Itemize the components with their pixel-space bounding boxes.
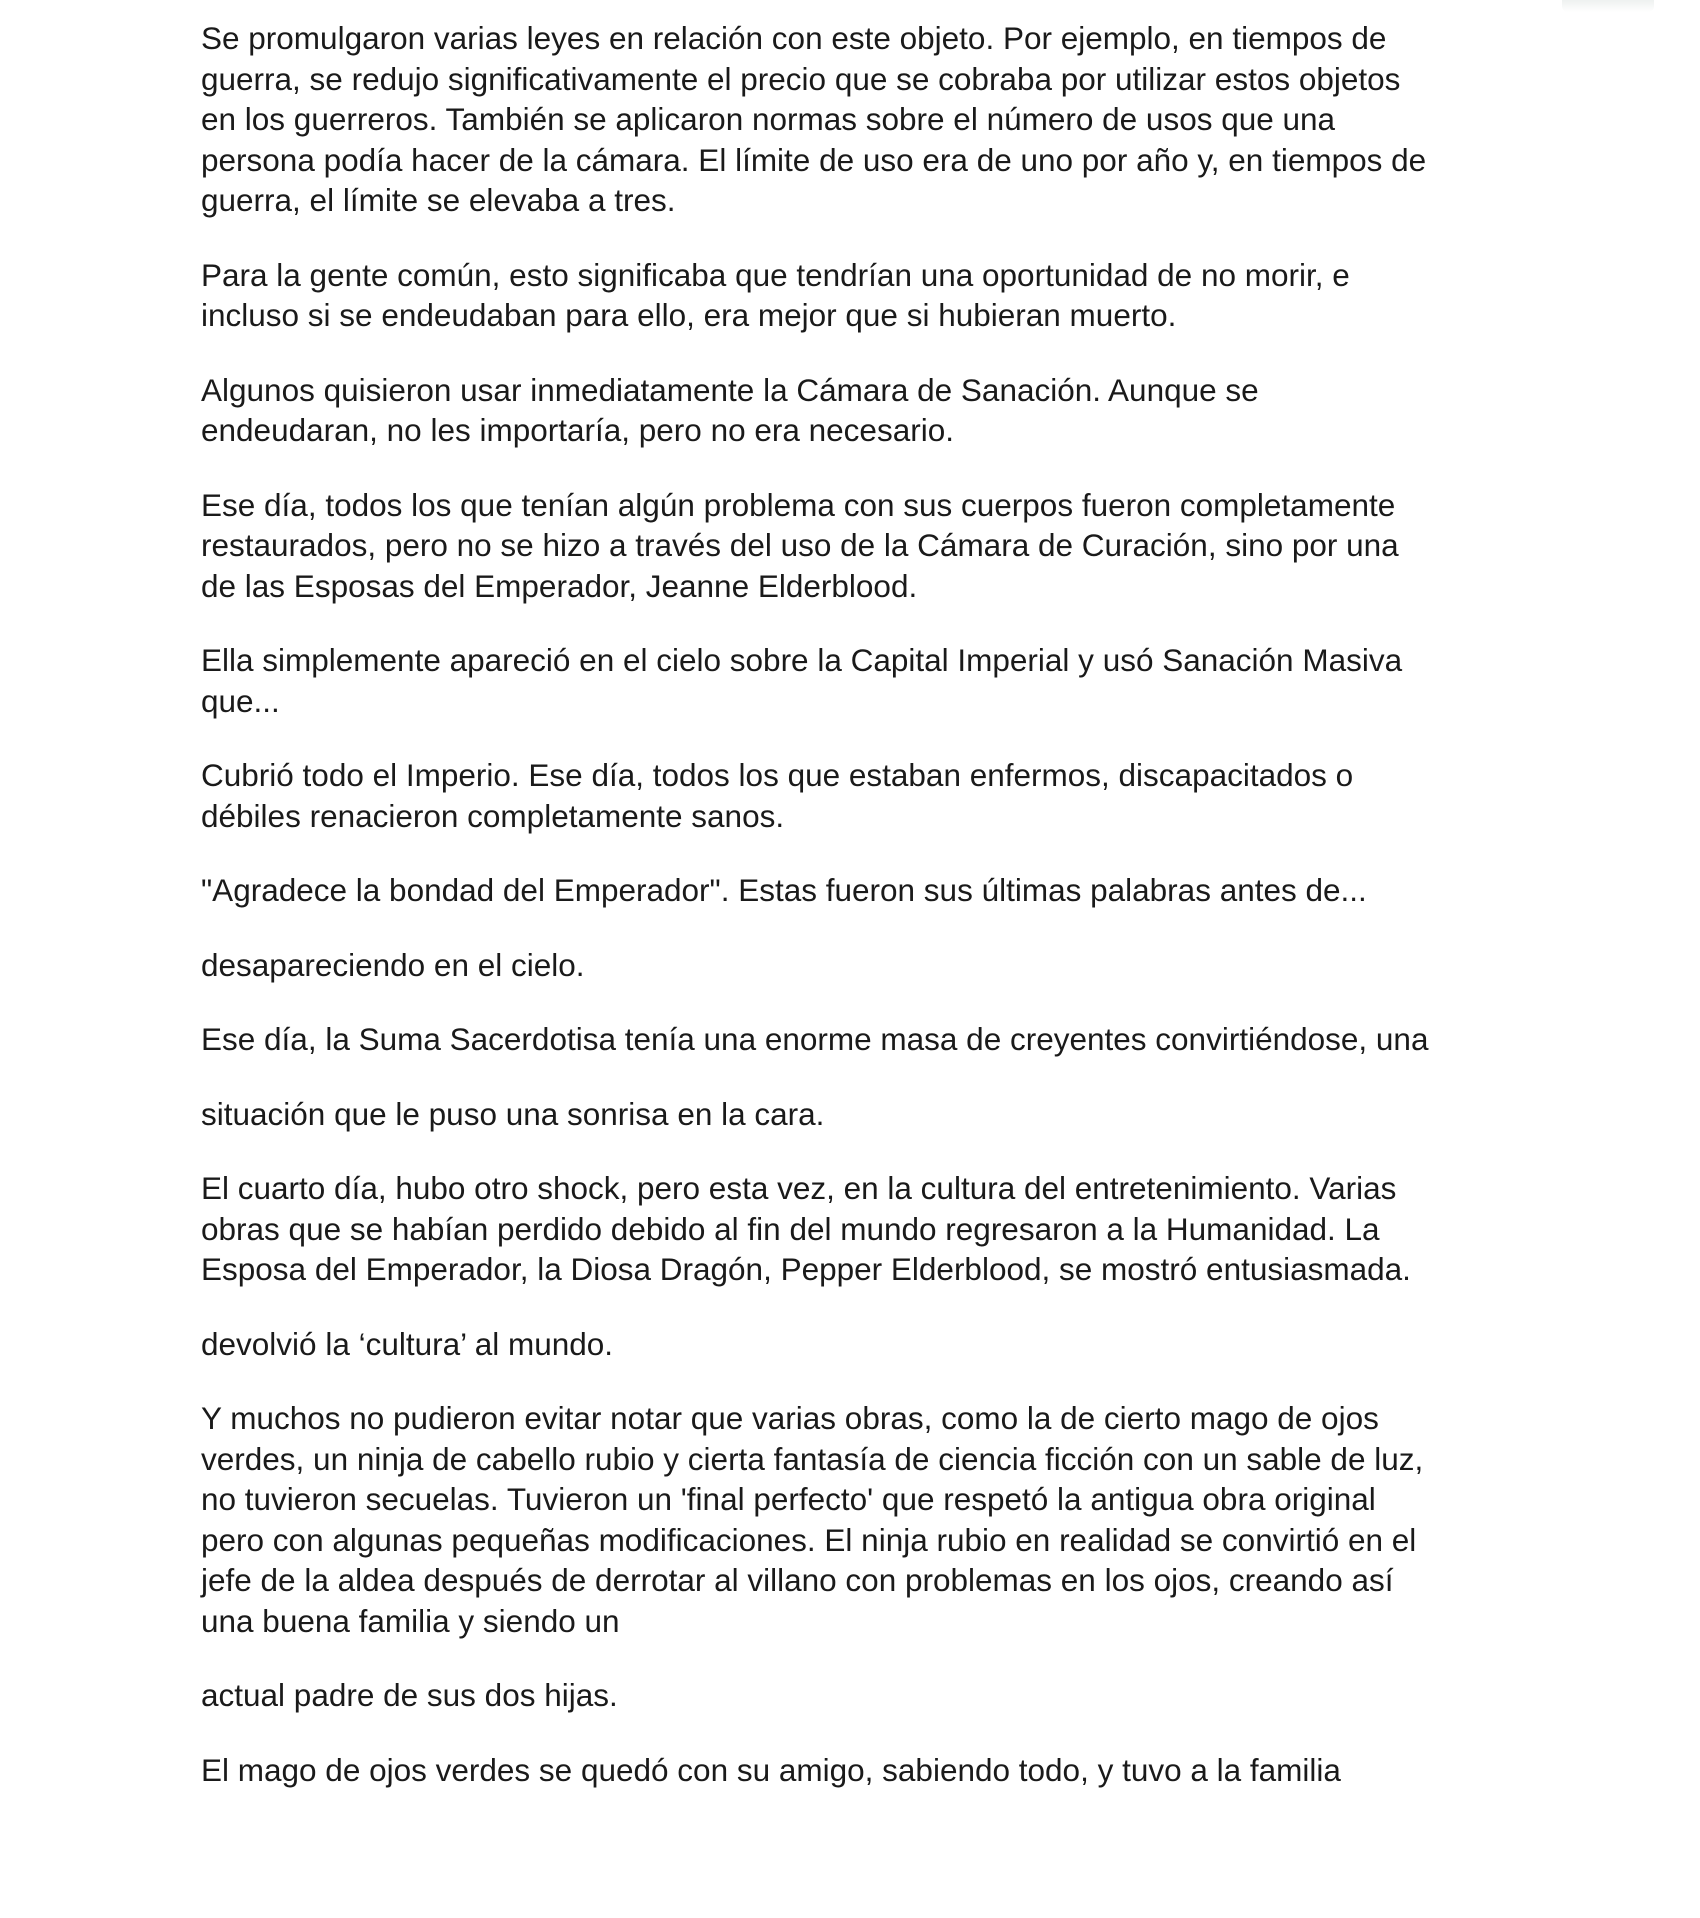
paragraph: El mago de ojos verdes se quedó con su amigo, sabiendo todo, y tuvo a la familia <box>201 1751 1341 1788</box>
paragraph: Cubrió todo el Imperio. Ese día, todos los que estaban enfermos, discapacitados o débiles renacieron completamente sanos. <box>201 757 1354 834</box>
paragraph: Para la gente común, esto significaba que tendrían una oportunidad de no morir, e incluso si se endeudaban para ello, era mejor que si hubieran muerto. <box>201 256 1350 333</box>
document-body <box>201 18 1531 1824</box>
paragraph: situación que le puso una sonrisa en la cara. <box>201 1095 825 1132</box>
scan-artifact <box>1562 0 1654 12</box>
paragraph: Ese día, todos los que tenían algún problema con sus cuerpos fueron completamente restaurados, pero no se hizo a través del uso de la Cámara de Curación, sino por una de las Esposas del Emperador, Jeanne Elderblood. <box>201 486 1399 604</box>
paragraph: devolvió la ‘cultura’ al mundo. <box>201 1325 614 1362</box>
paragraph: desapareciendo en el cielo. <box>201 946 585 983</box>
paragraph: Algunos quisieron usar inmediatamente la Cámara de Sanación. Aunque se endeudaran, no les importaría, pero no era necesario. <box>201 371 1259 448</box>
paragraph: Y muchos no pudieron evitar notar que varias obras, como la de cierto mago de ojos verdes, un ninja de cabello rubio y cierta fantasía de ciencia ficción con un sable de luz, no tuvieron secuelas. Tuvieron un 'final perfecto' que respetó la antigua obra original pero con algunas pequeñas modificaciones. El ninja rubio en realidad se convirtió en el jefe de la aldea después de derrotar al villano con problemas en los ojos, creando así una buena familia y siendo un <box>201 1400 1424 1639</box>
paragraph: Ella simplemente apareció en el cielo sobre la Capital Imperial y usó Sanación Masiva que... <box>201 642 1403 719</box>
paragraph: Ese día, la Suma Sacerdotisa tenía una enorme masa de creyentes convirtiéndose, una <box>201 1021 1429 1057</box>
paragraph: El cuarto día, hubo otro shock, pero esta vez, en la cultura del entretenimiento. Varias obras que se habían perdido debido al fin del mundo regresaron a la Humanidad. La Esposa del Emperador, la Diosa Dragón, Pepper Elderblood, se mostró entusiasmada. <box>201 1170 1411 1287</box>
paragraph: Se promulgaron varias leyes en relación con este objeto. Por ejemplo, en tiempos de guerra, se redujo significativamente el precio que se cobraba por utilizar estos objetos en los guerreros. También se aplicaron normas sobre el número de usos que una persona podía hacer de la cámara. El límite de uso era de uno por año y, en tiempos de guerra, el límite se elevaba a tres. <box>201 20 1427 218</box>
paragraph: "Agradece la bondad del Emperador". Estas fueron sus últimas palabras antes de... <box>201 872 1367 908</box>
paragraph: actual padre de sus dos hijas. <box>201 1677 618 1713</box>
